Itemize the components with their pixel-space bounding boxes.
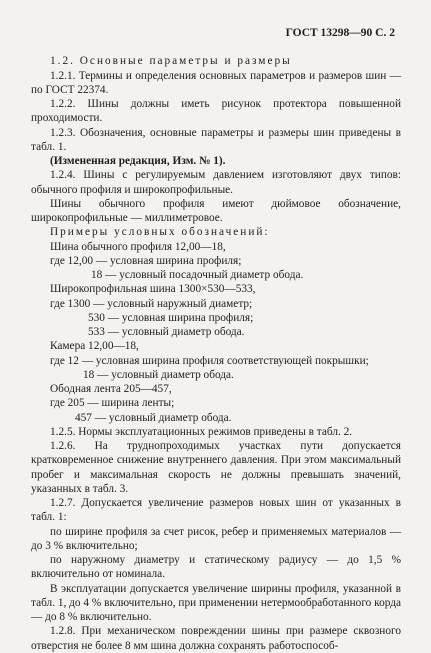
example-line: где 12 — условная ширина профиля соответствующей покрышки; [50, 354, 369, 367]
paragraph: 1.2.4. Шины с регулируемым давлением изготовляют двух типов: обычного профиля и широкопрофильные. [31, 169, 401, 196]
paragraph: 1.2.3. Обозначения, основные параметры и размеры шин приведены в табл. 1. [31, 126, 401, 153]
paragraph: по наружному диаметру и статическому радиусу — до 1,5 % включительно от номинала. [31, 554, 401, 581]
paragraph: по ширине профиля за счет рисок, ребер и применяемых материалов — до 3 % включительно; [31, 525, 401, 552]
paragraph: 1.2.8. При механическом повреждении шины при размере сквозного отверстия не более 8 мм шина должна сохранять работоспособ- [31, 625, 401, 652]
example-line: 530 — условная ширина профиля; [88, 311, 254, 324]
examples-heading: Примеры условных обозначений: [50, 226, 270, 239]
paragraph: 1.2.7. Допускается увеличение размеров новых шин от указанных в табл. 1: [31, 497, 401, 524]
example-line: Широкопрофильная шина 1300×530—533, [50, 283, 256, 296]
paragraph: 1.2.1. Термины и определения основных параметров и размеров шин — по ГОСТ 22374. [31, 69, 401, 96]
paragraph: 1.2.5. Нормы эксплуатационных режимов приведены в табл. 2. [50, 425, 353, 438]
example-line: 457 — условный диаметр обода. [75, 411, 232, 424]
edit-note: (Измененная редакция, Изм. № 1). [50, 155, 226, 167]
example-line: Ободная лента 205—457, [50, 383, 172, 395]
example-line: где 1300 — условный наружный диаметр; [50, 297, 253, 310]
example-line: где 205 — ширина ленты; [50, 397, 175, 410]
example-line: 18 — условный диаметр обода. [83, 368, 234, 381]
paragraph: 1.2.2. Шины должны иметь рисунок протектора повышенной проходимости. [31, 98, 401, 125]
example-line: 533 — условный диаметр обода. [88, 326, 245, 338]
paragraph: Шины обычного профиля имеют дюймовое обозначение, широкопрофильные — миллиметровое. [31, 197, 401, 224]
example-line: Шина обычного профиля 12,00—18, [50, 240, 226, 253]
example-line: Камера 12,00—18, [50, 340, 139, 353]
example-line: 18 — условный посадочный диаметр обода. [91, 269, 304, 281]
example-line: где 12,00 — условная ширина профиля; [50, 254, 242, 267]
section-heading: 1.2. Основные параметры и размеры [50, 55, 292, 68]
page-header: ГОСТ 13298—90 С. 2 [285, 27, 395, 39]
paragraph: В эксплуатации допускается увеличение ширины профиля, указанной в табл. 1, до 4 % включительно, при применении нетермообработанного корда — до 8 % включительно. [31, 582, 401, 623]
paragraph: 1.2.6. На труднопроходимых участках пути допускается кратковременное снижение внутреннего давления. При этом максимальный пробег и максимальная скорость не должны превышать значений, указанных в табл. 3. [31, 440, 401, 495]
